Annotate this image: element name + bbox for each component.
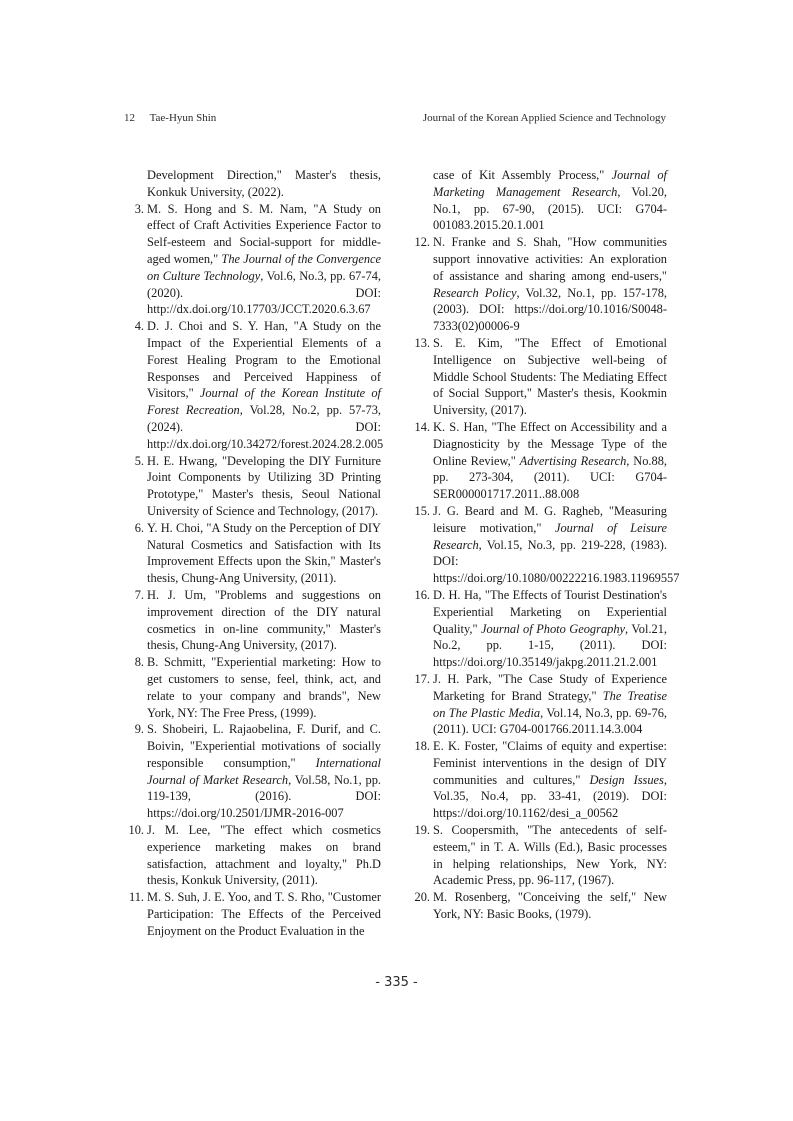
reference-number: 13.: [414, 335, 430, 350]
reference-text: Development Direction," Master's thesis, Konkuk University, (2022).: [147, 168, 381, 199]
reference-number: 7.: [134, 587, 144, 602]
reference-text: M. Rosenberg, "Conceiving the self," New York, NY: Basic Books, (1979).: [433, 890, 667, 922]
reference-item: [124, 889, 381, 939]
reference-continuation: [410, 167, 667, 234]
reference-source-title: Advertising Research: [519, 453, 627, 468]
reference-text: H. J. Um, "Problems and suggestions on improvement direction of the DIY natural cosmetics in on-line community," Master's thesis, Chung-Ang University, (2017).: [147, 587, 381, 653]
reference-number: 20.: [414, 890, 430, 905]
reference-item: [124, 654, 381, 721]
reference-number: 3.: [134, 201, 144, 216]
reference-number: 6.: [134, 520, 144, 535]
reference-source-title: Research Policy: [433, 285, 517, 300]
reference-text: D. H. Ha, "The Effects of Tourist Destination's Experiential Marketing on Experiential Quality,": [433, 587, 667, 636]
reference-item: [410, 822, 667, 889]
reference-text: M. S. Suh, J. E. Yoo, and T. S. Rho, "Customer Participation: The Effects of the Perceived Enjoyment on the Product Evaluation in the: [147, 890, 381, 938]
reference-text: S. Coopersmith, "The antecedents of self-esteem," in T. A. Wills (Ed.), Basic processes in helping relationships, New York, NY: Academic Press, pp. 96-117, (1967).: [433, 823, 667, 888]
page-footer-number: - 335 -: [375, 975, 418, 990]
reference-item: [410, 671, 667, 738]
reference-number: 14.: [414, 419, 430, 434]
references-right-column: [410, 167, 680, 923]
reference-text: , Vol.28, No.2, pp. 57-73, (2024). DOI: http://dx.doi.org/10.34272/forest.2024.28.2.005: [147, 403, 384, 451]
reference-text: , No.88, pp. 273-304, (2011). UCI: G704-SER000001717.2011..88.008: [433, 453, 667, 502]
reference-text: J. H. Park, "The Case Study of Experience Marketing for Brand Strategy,": [433, 671, 667, 703]
reference-text: , Vol.15, No.3, pp. 219-228, (1983). DOI: https://doi.org/10.1080/00222216.1983.11969557: [433, 537, 680, 586]
reference-source-title: Journal of Photo Geography: [481, 621, 626, 636]
references-left-column: [124, 167, 384, 940]
reference-item: [410, 889, 667, 923]
header-author: Tae-Hyun Shin: [149, 112, 217, 124]
reference-continuation: [124, 167, 381, 201]
reference-item: [410, 738, 667, 822]
header-journal: Journal of the Korean Applied Science and Technology: [422, 112, 666, 124]
reference-item: [410, 587, 667, 671]
reference-source-title: Journal of Leisure Research: [433, 520, 667, 552]
reference-text: E. K. Foster, "Claims of equity and expertise: Feminist interventions in the design of DIY communities and cultures,": [433, 739, 667, 787]
reference-text: S. E. Kim, "The Effect of Emotional Intelligence on Subjective well-being of Middle School Students: The Mediating Effect of Social Support," Master's thesis, Kookmin University, (2017).: [433, 335, 667, 418]
reference-source-title: The Journal of the Convergence on Culture Technology: [147, 251, 382, 283]
reference-item: [410, 503, 680, 587]
reference-text: , Vol.58, No.1, pp. 119-139, (2016). DOI: https://doi.org/10.2501/IJMR-2016-007: [147, 772, 381, 821]
reference-source-title: The Treatise on The Plastic Media: [433, 688, 667, 720]
reference-source-title: International Journal of Market Research: [147, 755, 381, 787]
reference-text: case of Kit Assembly Process,": [433, 168, 612, 182]
reference-text: H. E. Hwang, "Developing the DIY Furniture Joint Components by Utilizing 3D Printing Prototype," Master's thesis, Seoul National University of Science and Technology, (2017).: [147, 453, 381, 518]
reference-number: 9.: [134, 722, 144, 737]
reference-number: 17.: [414, 671, 430, 686]
running-header: [124, 112, 666, 128]
reference-text: J. M. Lee, "The effect which cosmetics experience marketing makes on brand satisfaction, attachment and loyalty," Ph.D thesis, Konkuk University, (2011).: [147, 823, 381, 888]
reference-source-title: Journal of Marketing Management Research: [433, 168, 668, 199]
reference-text: Y. H. Choi, "A Study on the Perception of DIY Natural Cosmetics and Satisfaction with Its Improvement Effects upon the Skin," Master's thesis, Chung-Ang University, (2011).: [147, 520, 381, 586]
reference-text: K. S. Han, "The Effect on Accessibility and a Diagnosticity by the Message Type of the Online Review,": [433, 419, 667, 468]
reference-item: [124, 201, 381, 319]
reference-number: 8.: [134, 655, 144, 670]
reference-text: B. Schmitt, "Experiential marketing: How to get customers to sense, feel, think, act, and relate to your company and brands", New York, NY: The Free Press, (1999).: [147, 655, 381, 720]
reference-source-title: Design Issues: [589, 772, 664, 787]
reference-text: J. G. Beard and M. G. Ragheb, "Measuring leisure motivation,": [433, 503, 667, 535]
reference-text: , Vol.6, No.3, pp. 67-74, (2020). DOI: http://dx.doi.org/10.17703/JCCT.2020.6.3.67: [147, 268, 381, 317]
reference-item: [410, 335, 667, 419]
reference-text: , Vol.32, No.1, pp. 157-178, (2003). DOI: https://doi.org/10.1016/S0048-7333(02)00006-9: [433, 285, 667, 334]
reference-number: 11.: [128, 890, 144, 905]
reference-text: , Vol.35, No.4, pp. 33-41, (2019). DOI: https://doi.org/10.1162/desi_a_00562: [433, 772, 667, 821]
reference-text: , Vol.14, No.3, pp. 69-76, (2011). UCI: G704-001766.2011.14.3.004: [433, 705, 667, 737]
reference-item: [124, 587, 381, 654]
reference-number: 15.: [414, 503, 430, 518]
reference-text: N. Franke and S. Shah, "How communities support innovative activities: An exploration of assistance and sharing among end-users,": [433, 235, 667, 283]
reference-item: [410, 419, 667, 503]
reference-item: [124, 520, 381, 587]
reference-number: 18.: [414, 739, 430, 754]
reference-source-title: Journal of the Korean Institute of Forest Recreation: [147, 386, 381, 418]
reference-number: 16.: [414, 587, 430, 602]
reference-number: 10.: [128, 823, 144, 838]
reference-text: M. S. Hong and S. M. Nam, "A Study on effect of Craft Activities Experience Factor to Self-esteem and Social-support for middle-aged women,": [147, 201, 381, 266]
header-left: [124, 112, 216, 124]
reference-number: 4.: [134, 319, 144, 334]
reference-item: [410, 234, 667, 335]
reference-item: [124, 822, 381, 889]
reference-item: [124, 453, 381, 520]
reference-item: [124, 721, 381, 822]
reference-item: [124, 318, 384, 452]
header-page-number: 12: [124, 112, 135, 124]
reference-text: , Vol.20, No.1, pp. 67-90, (2015). UCI: G704-001083.2015.20.1.001: [433, 184, 668, 233]
reference-number: 19.: [414, 823, 430, 838]
reference-text: S. Shobeiri, L. Rajaobelina, F. Durif, and C. Boivin, "Experiential motivations of socially responsible consumption,": [147, 722, 381, 770]
reference-number: 12.: [414, 235, 430, 250]
reference-text: D. J. Choi and S. Y. Han, "A Study on the Impact of the Experiential Elements of a Forest Healing Program to the Emotional Responses and Perceived Happiness of Visitors,": [147, 319, 381, 401]
reference-text: , Vol.21, No.2, pp. 1-15, (2011). DOI: https://doi.org/10.35149/jakpg.2011.21.2.001: [433, 621, 667, 670]
reference-number: 5.: [134, 453, 144, 468]
